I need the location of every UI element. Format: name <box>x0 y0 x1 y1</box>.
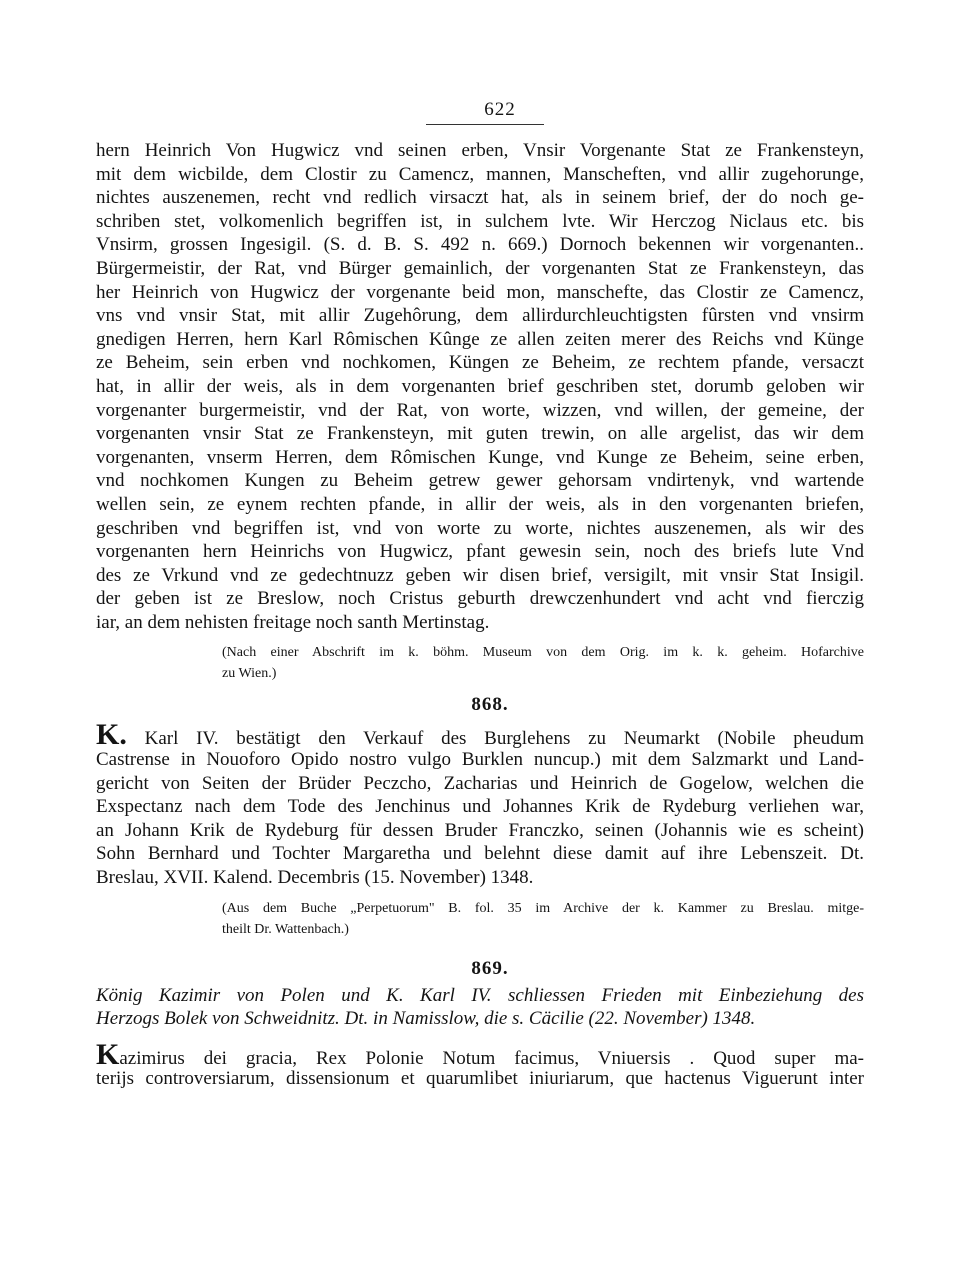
text-line: hern Heinrich Von Hugwicz vnd seinen erben, Vnsir Vorgenante Stat ze Frankensteyn, <box>96 140 864 161</box>
text-line: gericht von Seiten der Brüder Peczcho, Zacharias und Heinrich de Gogelow, welchen die <box>96 772 864 794</box>
text-line: Breslau, XVII. Kalend. Decembris (15. November) 1348. <box>96 867 534 889</box>
source-note-line: theilt Dr. Wattenbach.) <box>222 921 349 937</box>
first-line-text: azimirus dei gracia, Rex Polonie Notum facimus, Vniuersis . Quod super ma- <box>119 1047 864 1069</box>
document-number: 869. <box>471 957 509 979</box>
heading-line: Herzogs Bolek von Schweidnitz. Dt. in Namisslow, die s. Cäcilie (22. November) 1348. <box>96 1007 756 1029</box>
heading-line: König Kazimir von Polen und K. Karl IV. schliessen Frieden mit Einbeziehung des <box>96 984 864 1006</box>
text-line <box>96 718 864 752</box>
document-page <box>96 98 864 1091</box>
text-line: ze Beheim, sein erben vnd nochkomen, Küngen ze Beheim, ze rechtem pfande, versaczt <box>96 352 864 374</box>
text-line: vorgenanter burgermeistir, vnd der Rat, von worte, wizzen, vnd willen, der gemeine, der <box>96 399 864 421</box>
text-line: nichtes auszenemen, recht vnd redlich virsaczt hat, als in seinem brief, der do noch ge- <box>96 187 864 209</box>
document-number: 868. <box>471 694 509 716</box>
source-note-line: zu Wien.) <box>222 666 277 682</box>
initial-letter: K. <box>96 718 127 752</box>
text-line: hat, in allir der weis, als in dem vorgenanten brief geschriben stet, dorumb geloben wir <box>96 375 864 397</box>
page-number: 622 <box>484 99 516 120</box>
text-line: der geben ist ze Breslow, noch Cristus geburth drewczenhundert vnd acht vnd fierczig <box>96 588 864 610</box>
text-line: vorgenanten, vnserm Herren, dem Rômischen Kunge, vnd Kunge ze Beheim, seine erben, <box>96 446 864 468</box>
source-note-line: (Aus dem Buche „Perpetuorum" B. fol. 35 im Archive der k. Kammer zu Breslau. mitge- <box>222 900 864 916</box>
source-note-line: (Nach einer Abschrift im k. böhm. Museum von dem Orig. im k. k. geheim. Hofarchive <box>222 645 864 661</box>
text-line: vorgenanten vnsir Stat ze Frankensteyn, mit guten trewin, on alle argelist, das wir dem <box>96 423 864 445</box>
text-line: schriben stet, volkomenlich begriffen ist, in sulchem lvte. Wir Herczog Niclaus etc. bis <box>96 210 864 232</box>
text-line: gnedigen Herren, hern Karl Rômischen Kûnge ze allen zeiten merer des Reichs vnd Künge <box>96 328 864 350</box>
text-line: iar, an dem nehisten freitage noch santh Mertinstag. <box>96 611 490 633</box>
continued-document-text <box>96 139 864 634</box>
text-line: an Johann Krik de Rydeburg für dessen Bruder Franczko, seinen (Johannis wie es scheint) <box>96 819 864 841</box>
text-line: geschriben vnd begriffen ist, vnd von worte zu worte, nichtes auszenemen, als wir des <box>96 517 864 539</box>
text-line: mit dem wicbilde, dem Clostir zu Camencz, mannen, Manscheften, vnd allir zugehorunge, <box>96 163 864 185</box>
source-note <box>222 642 864 684</box>
text-line: Exspectanz nach dem Tode des Jenchinus und Johannes Krik de Rydeburg verliehen war, <box>96 796 864 818</box>
text-line: her Heinrich von Hugwicz der vorgenante beid mon, manschefte, das Clostir ze Camencz, <box>96 281 864 303</box>
initial-letter: K <box>96 1037 120 1071</box>
document-868-text <box>96 718 864 889</box>
first-line-text: Karl IV. bestätigt den Verkauf des Burglehens zu Neumarkt (Nobile pheudum <box>126 728 864 750</box>
text-line: vnd nochkomen Kungen zu Beheim getrew gewer gehorsam vndirtenyk, vnd wartende <box>96 470 864 492</box>
text-line: Vnsirm, grossen Ingesigil. (S. d. B. S. 492 n. 669.) Dornoch bekennen wir vorgenanten.. <box>96 234 864 256</box>
header-rule <box>426 124 544 125</box>
text-line: vorgenanten hern Heinrichs von Hugwicz, pfant gewesin sein, noch des briefs lute Vnd <box>96 541 864 563</box>
text-line: des ze Vrkund vnd ze gedechtnuzz geben wir disen brief, versigilt, mit vnsir Stat Insigil. <box>96 564 864 586</box>
text-line: terijs controversiarum, dissensionum et quarumlibet iniuriarum, que hactenus Viguerunt inter <box>96 1068 864 1090</box>
text-line: vns vnd vnsir Stat, mit allir Zugehôrung, dem allirdurchleuchtigsten fûrsten vnd vnsirm <box>96 305 864 327</box>
text-line: wellen sein, ze eynem rechten pfande, in allir der weis, als in den vorgenanten briefen, <box>96 493 864 515</box>
document-869-heading <box>96 984 864 1030</box>
document-869-text <box>96 1037 864 1091</box>
source-note <box>222 898 864 940</box>
text-line <box>96 1037 864 1071</box>
text-line: Castrense in Nouoforo Opido nostro vulgo Burklen nuncup.) mit dem Salzmarkt und Land- <box>96 749 864 771</box>
text-line: Bürgermeistir, der Rat, vnd Bürger gemainlich, der vorgenanten Stat ze Frankensteyn, das <box>96 257 864 279</box>
text-line: Sohn Bernhard und Tochter Margaretha und belehnt diese damit auf ihre Lebenszeit. Dt. <box>96 843 864 865</box>
